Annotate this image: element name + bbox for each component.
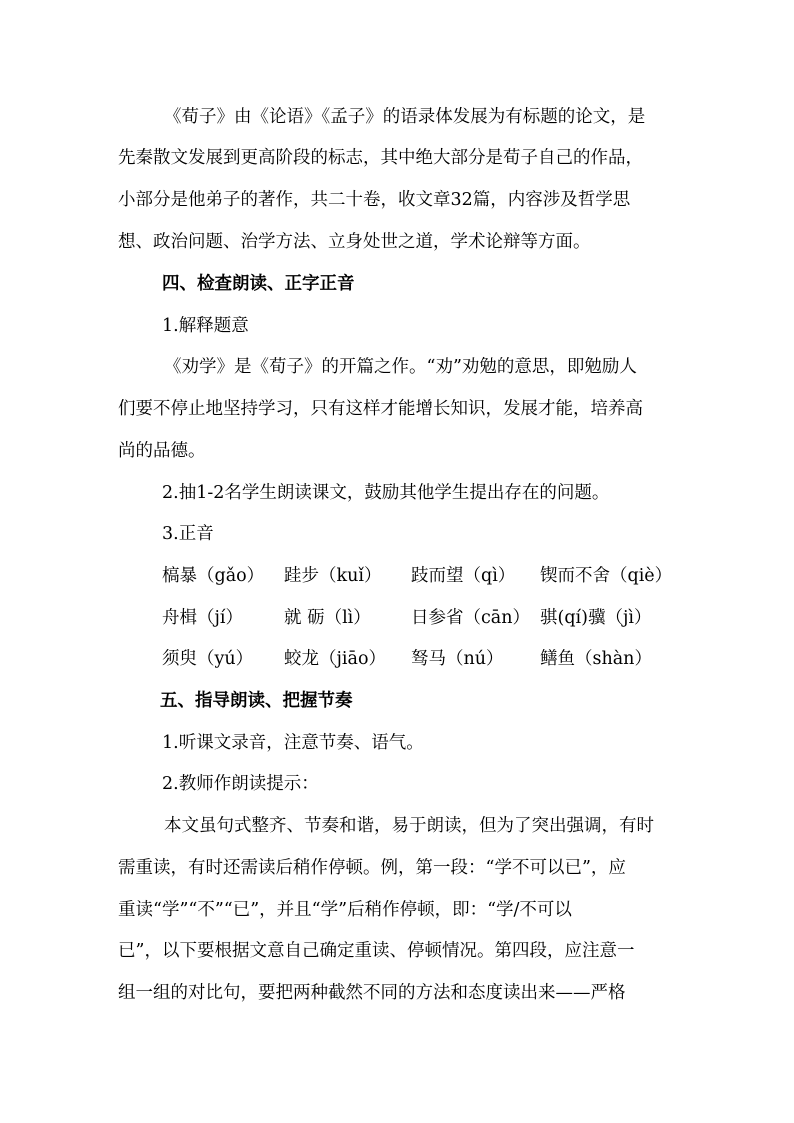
section-4-item-1-title: 1.解释题意	[162, 316, 249, 336]
pronunciation-item: 日参省（cān）	[411, 608, 531, 628]
section-5-body-line-3: 重读“学”“不”“已”，并且“学”后稍作停顿，即：“学/不可以	[118, 900, 572, 920]
intro-line-2: 先秦散文发展到更高阶段的标志，其中绝大部分是荀子自己的作品，	[118, 148, 643, 168]
pronunciation-item: 跬步（kuǐ）	[284, 566, 382, 586]
pronunciation-item: 蛟龙（jiāo）	[284, 649, 386, 669]
pronunciation-item: 须臾（yú）	[162, 649, 254, 669]
intro-line-1: 《荀子》由《论语》《孟子》的语录体发展为有标题的论文，是	[164, 107, 646, 127]
pronunciation-item: 跂而望（qì）	[411, 566, 516, 586]
pronunciation-item: 骐(qí)骥（jì）	[540, 608, 652, 628]
section-4-item-3-title: 3.正音	[162, 524, 214, 544]
section-4-item-1-line-3: 尚的品德。	[118, 441, 206, 461]
section-4-item-2: 2.抽1-2名学生朗读课文，鼓励其他学生提出存在的问题。	[162, 483, 610, 503]
section-5-item-2: 2.教师作朗读提示：	[162, 774, 319, 794]
section-5-item-1: 1.听课文录音，注意节奏、语气。	[162, 733, 424, 753]
pronunciation-item: 鳝鱼（shàn）	[540, 649, 652, 669]
section-4-item-1-line-1: 《劝学》是《荀子》的开篇之作。“劝”劝勉的意思，即勉励人	[164, 357, 637, 377]
section-5-body-line-2: 需重读，有时还需读后稍作停顿。例，第一段：“学不可以已”，应	[118, 858, 626, 878]
section-5-heading: 五、指导朗读、把握节奏	[160, 691, 353, 711]
section-4-item-1-line-2: 们要不停止地坚持学习，只有这样才能增长知识，发展才能，培养高	[118, 399, 643, 419]
section-4-heading: 四、检查朗读、正字正音	[162, 274, 355, 294]
pronunciation-item: 舟楫（jí）	[162, 608, 244, 628]
pronunciation-item: 驽马（nú）	[411, 649, 504, 669]
section-5-body-line-5: 组一组的对比句，要把两种截然不同的方法和态度读出来——严格	[118, 983, 626, 1003]
pronunciation-item: 就 砺（lì）	[284, 608, 371, 628]
intro-line-4: 想、政治问题、治学方法、立身处世之道，学术论辩等方面。	[118, 232, 591, 252]
intro-line-3: 小部分是他弟子的著作，共二十卷，收文章32篇，内容涉及哲学思	[118, 190, 631, 210]
pronunciation-item: 锲而不舍（qiè）	[540, 566, 673, 586]
pronunciation-item: 槁暴（gǎo）	[162, 566, 265, 586]
section-5-body-line-4: 已”，以下要根据文意自己确定重读、停顿情况。第四段，应注意一	[118, 941, 635, 961]
section-5-body-line-1: 本文虽句式整齐、节奏和谐，易于朗读，但为了突出强调，有时	[164, 816, 654, 836]
